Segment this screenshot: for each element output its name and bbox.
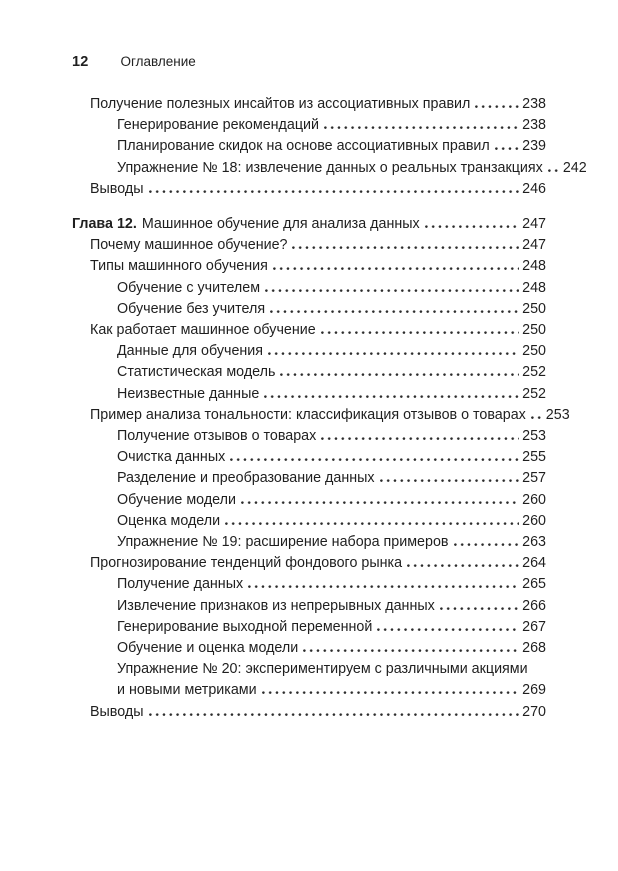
toc-dot-leader — [248, 585, 519, 588]
toc-entry-page: 252 — [522, 385, 546, 402]
toc-entry-page: 250 — [522, 300, 546, 317]
toc-entry-page: 248 — [522, 258, 546, 275]
toc-entry-title: Получение полезных инсайтов из ассоциативных правил — [90, 96, 471, 112]
toc-entry — [72, 511, 546, 532]
toc-entry — [72, 638, 546, 659]
toc-entry-title: Почему машинное обучение? — [90, 237, 288, 254]
toc-entry-page: 247 — [522, 216, 546, 233]
toc-dot-leader — [454, 543, 520, 546]
table-of-contents — [72, 94, 587, 723]
toc-entry-page: 267 — [522, 618, 546, 635]
toc-entry — [72, 341, 546, 362]
toc-dot-leader — [265, 289, 519, 292]
toc-entry-title: Упражнение № 20: экспериментируем с различными акциями — [117, 661, 528, 678]
toc-dot-leader — [273, 267, 519, 270]
toc-entry-continuation — [72, 680, 546, 701]
toc-entry — [72, 299, 546, 320]
toc-entry-title: Обучение с учителем — [117, 279, 261, 296]
toc-dot-leader — [425, 225, 519, 228]
toc-entry — [72, 596, 546, 617]
toc-dot-leader — [241, 501, 519, 504]
toc-dot-leader — [321, 437, 519, 440]
toc-entry — [72, 384, 546, 405]
toc-dot-leader — [380, 479, 520, 482]
toc-dot-leader — [292, 246, 519, 249]
toc-entry-page: 246 — [522, 180, 546, 197]
toc-entry — [72, 405, 570, 426]
toc-entry — [72, 659, 546, 680]
toc-entry-title-line2: и новыми метриками — [117, 682, 257, 699]
toc-entry — [72, 235, 546, 256]
toc-dot-leader — [377, 628, 519, 631]
toc-dot-leader — [230, 458, 519, 461]
toc-entry — [72, 320, 546, 341]
toc-entry-page: 264 — [522, 555, 546, 572]
toc-entry — [72, 256, 546, 277]
toc-entry — [72, 532, 546, 553]
toc-entry — [72, 115, 546, 136]
toc-dot-leader — [149, 190, 520, 193]
toc-entry-title: Неизвестные данные — [117, 385, 260, 402]
toc-chapter-prefix: Глава 12. — [72, 216, 137, 233]
toc-entry-page: 239 — [522, 138, 546, 155]
toc-entry — [72, 278, 546, 299]
toc-entry-title: Статистическая модель — [117, 364, 276, 381]
toc-dot-leader — [407, 564, 519, 567]
toc-entry-page: 248 — [522, 279, 546, 296]
toc-dot-leader — [475, 105, 519, 108]
toc-entry-page: 260 — [522, 512, 546, 529]
toc-entry — [72, 179, 546, 200]
toc-entry-page: 266 — [522, 597, 546, 614]
toc-dot-leader — [270, 310, 519, 313]
toc-entry-page: 242 — [562, 159, 587, 176]
toc-dot-leader — [548, 169, 560, 172]
toc-entry — [72, 426, 546, 447]
toc-entry-page: 270 — [522, 703, 546, 720]
toc-entry-page: 253 — [545, 406, 570, 423]
toc-entry-title: Выводы — [90, 180, 144, 197]
toc-entry-page: 238 — [522, 117, 546, 134]
toc-entry-page: 255 — [522, 449, 546, 466]
toc-dot-leader — [280, 373, 519, 376]
toc-entry-title: Обучение без учителя — [117, 300, 266, 317]
toc-entry-page: 247 — [522, 237, 546, 254]
toc-entry-page: 260 — [522, 491, 546, 508]
toc-entry — [72, 94, 546, 115]
toc-entry-page: 238 — [522, 96, 546, 112]
toc-entry-title: Получение отзывов о товарах — [117, 428, 317, 445]
toc-entry-page: 268 — [522, 640, 546, 657]
toc-entry-title: Прогнозирование тенденций фондового рынка — [90, 555, 403, 572]
toc-entry — [72, 158, 587, 179]
toc-entry — [72, 136, 546, 157]
toc-entry-title: Генерирование рекомендаций — [117, 117, 320, 134]
toc-entry — [72, 617, 546, 638]
toc-entry-title: Генерирование выходной переменной — [117, 618, 373, 635]
toc-entry-title: Оценка модели — [117, 512, 221, 529]
toc-entry-page: 263 — [522, 534, 546, 551]
toc-entry-title: Извлечение признаков из непрерывных данных — [117, 597, 435, 614]
toc-dot-leader — [262, 691, 520, 694]
toc-entry-title: Очистка данных — [117, 449, 226, 466]
toc-entry — [72, 553, 546, 574]
toc-entry-title: Данные для обучения — [117, 343, 264, 360]
toc-entry-page: 250 — [522, 322, 546, 339]
toc-entry-title: Выводы — [90, 703, 144, 720]
toc-entry — [72, 468, 546, 489]
toc-entry — [72, 702, 546, 723]
toc-dot-leader — [321, 331, 519, 334]
toc-dot-leader — [324, 126, 519, 129]
toc-entry-title: Получение данных — [117, 576, 244, 593]
toc-entry-page: 252 — [522, 364, 546, 381]
toc-entry-title: Упражнение № 18: извлечение данных о реальных транзакциях — [117, 159, 543, 176]
toc-dot-leader — [268, 352, 519, 355]
toc-entry-title: Обучение модели — [117, 491, 236, 508]
toc-entry-title: Разделение и преобразование данных — [117, 470, 375, 487]
toc-entry — [72, 490, 546, 511]
toc-entry-title: Упражнение № 19: расширение набора примеров — [117, 534, 449, 551]
toc-dot-leader — [149, 713, 520, 716]
toc-dot-leader — [440, 607, 519, 610]
toc-entry — [72, 447, 546, 468]
toc-dot-leader — [495, 147, 519, 150]
toc-entry — [72, 214, 546, 235]
toc-dot-leader — [264, 395, 519, 398]
toc-entry-page: 269 — [522, 682, 546, 699]
toc-entry-page: 253 — [522, 428, 546, 445]
toc-entry-title: Как работает машинное обучение — [90, 322, 316, 339]
toc-entry-page: 257 — [522, 470, 546, 487]
toc-dot-leader — [531, 416, 543, 419]
running-header-title: Оглавление — [120, 54, 196, 69]
toc-entry-title: Типы машинного обучения — [90, 258, 268, 275]
toc-entry-title: Машинное обучение для анализа данных — [141, 216, 420, 233]
toc-entry — [72, 362, 546, 383]
toc-entry — [72, 574, 546, 595]
running-header — [72, 54, 546, 70]
toc-entry-page: 250 — [522, 343, 546, 360]
toc-entry-page: 265 — [522, 576, 546, 593]
page-number: 12 — [72, 54, 89, 70]
toc-entry-title: Обучение и оценка модели — [117, 640, 299, 657]
toc-dot-leader — [225, 522, 519, 525]
toc-dot-leader — [303, 649, 519, 652]
toc-entry-title: Планирование скидок на основе ассоциативных правил — [117, 138, 490, 155]
toc-entry-title: Пример анализа тональности: классификация отзывов о товарах — [90, 406, 526, 423]
